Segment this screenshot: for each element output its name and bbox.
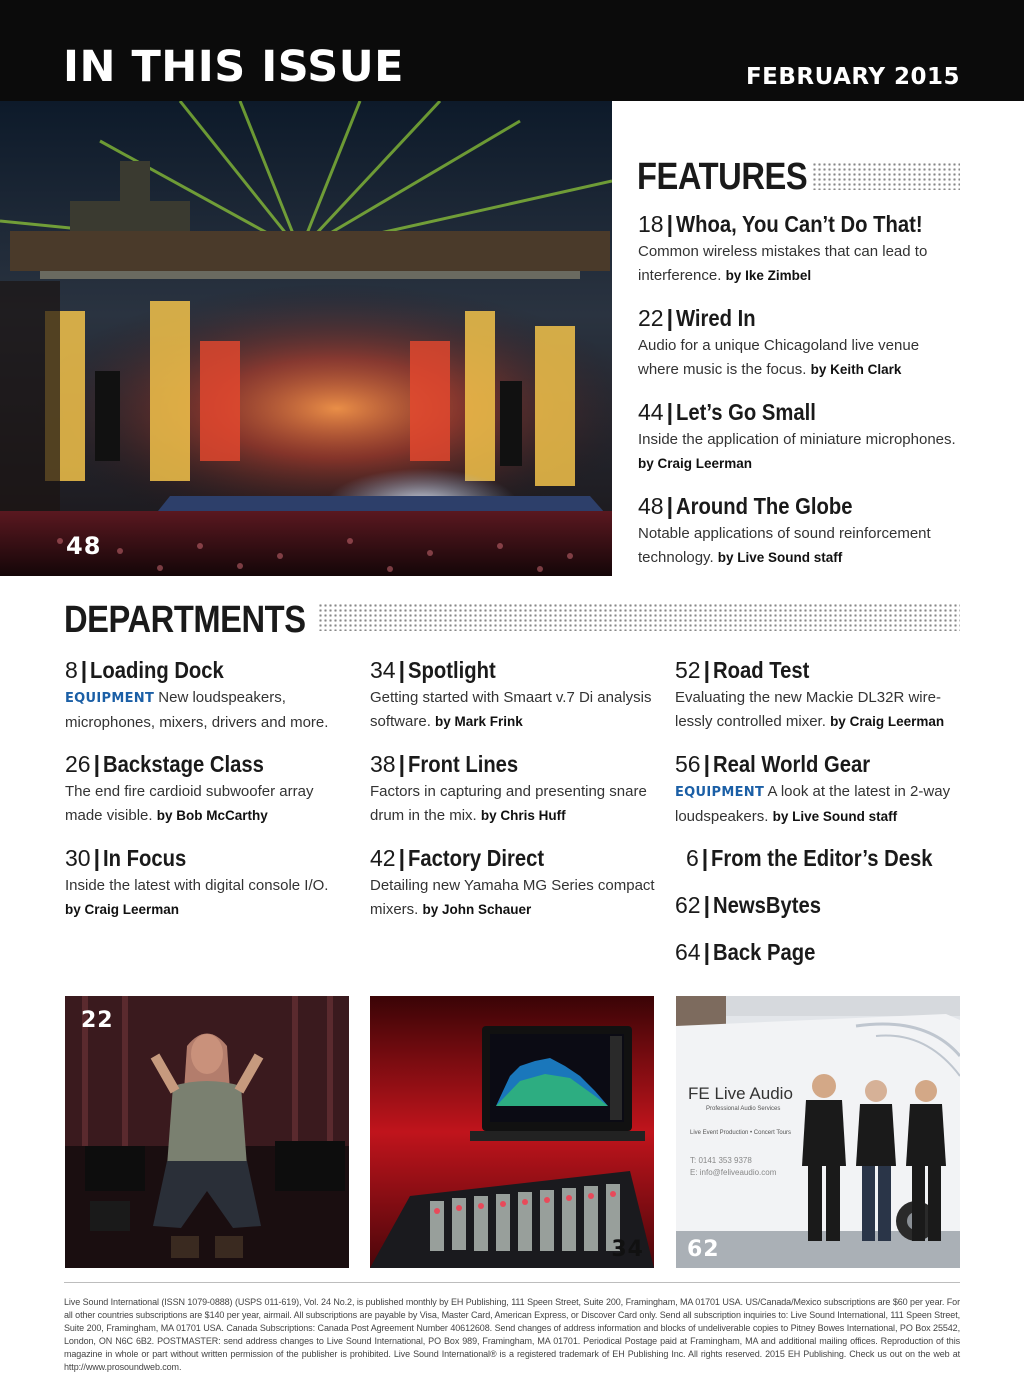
footer-divider xyxy=(64,1282,960,1283)
department-item[interactable]: 38 | Front Lines Factors in capturing and presenting snare drum in the mix. by Chris Huff xyxy=(370,751,647,824)
department-item[interactable]: 56 | Real World Gear EQUIPMENT A look at the latest in 2-way loudspeakers. by Live Sound staff xyxy=(675,751,951,825)
photo-newsbytes xyxy=(676,996,960,1268)
feature-title: Wired In xyxy=(676,305,756,331)
department-item[interactable]: 62 | NewsBytes xyxy=(675,892,822,918)
van-subtitle-text: Professional Audio Services xyxy=(706,1106,781,1112)
department-title: NewsBytes xyxy=(713,892,822,918)
department-title: Front Lines xyxy=(408,751,519,777)
department-item[interactable]: 30 | In Focus Inside the latest with digital console I/O. by Craig Leerman xyxy=(65,845,329,917)
features-dot-rule xyxy=(812,162,960,190)
department-title: Loading Dock xyxy=(90,657,225,683)
publication-notice: Live Sound International (ISSN 1079-0888) (USPS 011-619), Vol. 24 No.2, is published monthly by EH Publishing, 111 Speen Street, Suite 200, Framingham, MA 01701 USA. US/Canada/Mexico subscriptions are $60 per year. For all other countries subscriptions are $140 per year, airmail. All subscriptions are payable by Visa, Master Card, American Express, or Discover Card only. Send all subscription inquiries to: Live Sound International, 111 Speen Street, Suite 200, Framingham, MA 01701 USA. Canada Subscriptions: Canada Post Agreement Number 40612608. Send changes of address information and blocks of undeliverable copies to Pitney Bowes International, PO Box 25542, London, ON N6C 6B2. POSTMASTER: send address changes to Live Sound International, PO Box 989, Framingham, MA 01701. Periodical Postage paid at Framingham, MA and additional mailing offices. Reproduction of this magazine in whole or part without written permission of the publisher is prohibited. Live Sound International® is a registered trademark of EH Publishing Inc. All rights reserved. 2015 EH Publishing. Check us out on the web at http://www.prosoundweb.com. xyxy=(64,1297,960,1372)
feature-title: Around The Globe xyxy=(676,493,853,519)
issue-date: FEBRUARY 2015 xyxy=(745,64,960,90)
photo-page-number: 34 xyxy=(611,1237,644,1262)
department-title: Spotlight xyxy=(408,657,496,683)
departments-dot-rule xyxy=(318,603,960,631)
department-item[interactable]: 34 | Spotlight Getting started with Smaart v.7 Di analysis software. by Mark Frink xyxy=(370,657,652,730)
van-services-text: Live Event Production • Concert Tours xyxy=(690,1130,792,1136)
department-item[interactable]: 6 | From the Editor’s Desk xyxy=(686,845,933,871)
hero-page-number: 48 xyxy=(66,532,102,560)
console-laptop-photo xyxy=(370,996,654,1268)
department-item[interactable]: 42 | Factory Direct Detailing new Yamaha MG Series compact mixers. by John Schauer xyxy=(370,845,655,918)
photo-spotlight xyxy=(370,996,654,1268)
feature-title: Whoa, You Can’t Do That! xyxy=(676,211,923,237)
feature-title: Let’s Go Small xyxy=(676,399,816,425)
department-title: Backstage Class xyxy=(103,751,264,777)
feature-item[interactable]: 18 | Whoa, You Can’t Do That! Common wireless mistakes that can lead to interference. by Ike Zimbel xyxy=(638,211,928,284)
header-bar xyxy=(0,0,1024,101)
department-title: Real World Gear xyxy=(713,751,871,777)
equipment-tag: EQUIPMENT xyxy=(65,691,155,706)
department-item[interactable]: 26 | Backstage Class The end fire cardioid subwoofer array made visible. by Bob McCarthy xyxy=(65,751,314,824)
van-phone-text: T: 0141 353 9378 xyxy=(690,1156,752,1165)
equipment-tag: EQUIPMENT xyxy=(675,785,765,800)
van-logo-text: FE Live Audio xyxy=(688,1084,793,1103)
photo-page-number: 62 xyxy=(687,1237,720,1262)
department-title: Back Page xyxy=(713,939,816,965)
photo-page-number: 22 xyxy=(81,1008,114,1033)
concert-stage-image xyxy=(0,101,612,576)
department-title: Factory Direct xyxy=(408,845,545,871)
department-title: Road Test xyxy=(713,657,810,683)
feature-item[interactable]: 22 | Wired In Audio for a unique Chicagoland live venue where music is the focus. by Keith Clark xyxy=(638,305,920,378)
musician-photo xyxy=(65,996,349,1268)
departments-label: DEPARTMENTS xyxy=(64,599,306,641)
hero-photo xyxy=(0,101,612,576)
feature-item[interactable]: 48 | Around The Globe Notable applications of sound reinforcement technology. by Live Sound staff xyxy=(638,493,931,566)
department-item[interactable]: 8 | Loading Dock EQUIPMENT New loudspeakers, microphones, mixers, drivers and more. xyxy=(65,657,329,731)
van-email-text: E: info@feliveaudio.com xyxy=(690,1168,777,1177)
photo-wired-in xyxy=(65,996,349,1268)
department-title: In Focus xyxy=(103,845,187,871)
page-title: IN THIS ISSUE xyxy=(63,42,405,92)
features-label: FEATURES xyxy=(637,156,808,198)
feature-item[interactable]: 44 | Let’s Go Small Inside the application of miniature microphones. by Craig Leerman xyxy=(638,399,956,471)
department-title: From the Editor’s Desk xyxy=(711,845,933,871)
departments-heading xyxy=(64,601,324,639)
department-item[interactable]: 52 | Road Test Evaluating the new Mackie DL32R wire-lessly controlled mixer. by Craig Leerman xyxy=(675,657,945,730)
department-item[interactable]: 64 | Back Page xyxy=(675,939,816,965)
